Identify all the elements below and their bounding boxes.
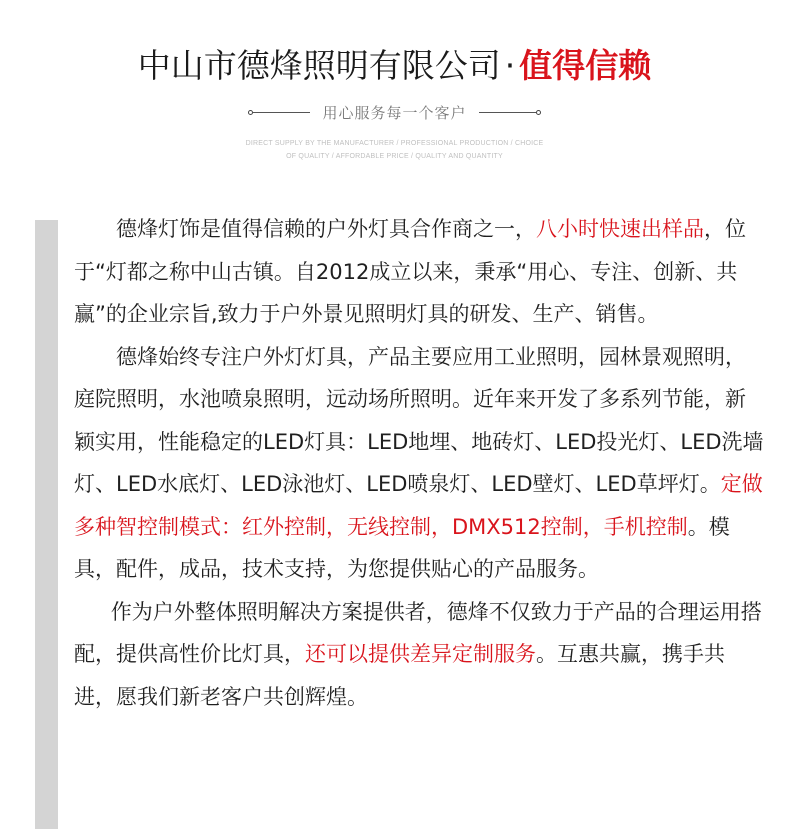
- highlight-custom-service: 还可以提供差异定制服务: [305, 642, 536, 666]
- company-introduction: [74, 208, 764, 718]
- text-segment: 。互惠共赢，携手共进，愿我们新老客户共创辉煌。: [74, 642, 725, 709]
- text-segment: 。模具，配件，成品，技术支持，为您提供贴心的产品服务。: [74, 514, 730, 581]
- slogan-text: 值得信赖: [519, 46, 652, 85]
- left-decorative-line: [248, 110, 310, 115]
- english-tagline-line-2: OF QUALITY / AFFORDABLE PRICE / QUALITY AND QUANTITY: [286, 153, 503, 160]
- text-segment: 德烽始终专注户外灯灯具，产品主要应用工业照明，园林景观照明，庭院照明，水池喷泉照明，远动场所照明。近年来开发了多系列节能，新颖实用，性能稳定的LED灯具：LED地埋、地砖灯、LED投光灯、LED洗墙灯、LED水底灯、LED泳池灯、LED喷泉灯、LED壁灯、LED草坪灯。: [74, 344, 764, 496]
- right-dot-icon: [536, 110, 541, 115]
- text-segment: ，位于“灯都之称中山古镇。自2012成立以来，秉承“用心、专注、创新、共赢”的企业宗旨,致力于户外景见照明灯具的研发、生产、销售。: [74, 217, 746, 326]
- highlight-control-modes: 定做多种智控制模式：红外控制，无线控制，DMX512控制，手机控制: [74, 472, 763, 539]
- subtitle-text: 用心服务每一个客户: [322, 103, 467, 122]
- right-line: [479, 112, 536, 113]
- left-line: [253, 112, 310, 113]
- paragraph-intro: [74, 208, 764, 336]
- highlight-fast-sample: 八小时快速出样品: [536, 217, 704, 241]
- subtitle-row: [0, 100, 789, 124]
- paragraph-products: [74, 336, 764, 591]
- english-tagline-line-1: DIRECT SUPPLY BY THE MANUFACTURER / PROFESSIONAL PRODUCTION / CHOICE: [245, 140, 544, 147]
- english-tagline: [0, 137, 789, 163]
- page-title: [0, 42, 789, 90]
- right-decorative-line: [479, 110, 541, 115]
- paragraph-solutions: [74, 591, 764, 719]
- company-name: 中山市德烽照明有限公司: [137, 46, 501, 85]
- text-segment: 作为户外整体照明解决方案提供者，德烽不仅致力于产品的合理运用搭配，提供高性价比灯具，: [74, 599, 762, 666]
- side-decorative-bar: [35, 220, 58, 829]
- title-separator: ·: [504, 46, 516, 85]
- text-segment: 德烽灯饰是值得信赖的户外灯具合作商之一，: [116, 217, 536, 241]
